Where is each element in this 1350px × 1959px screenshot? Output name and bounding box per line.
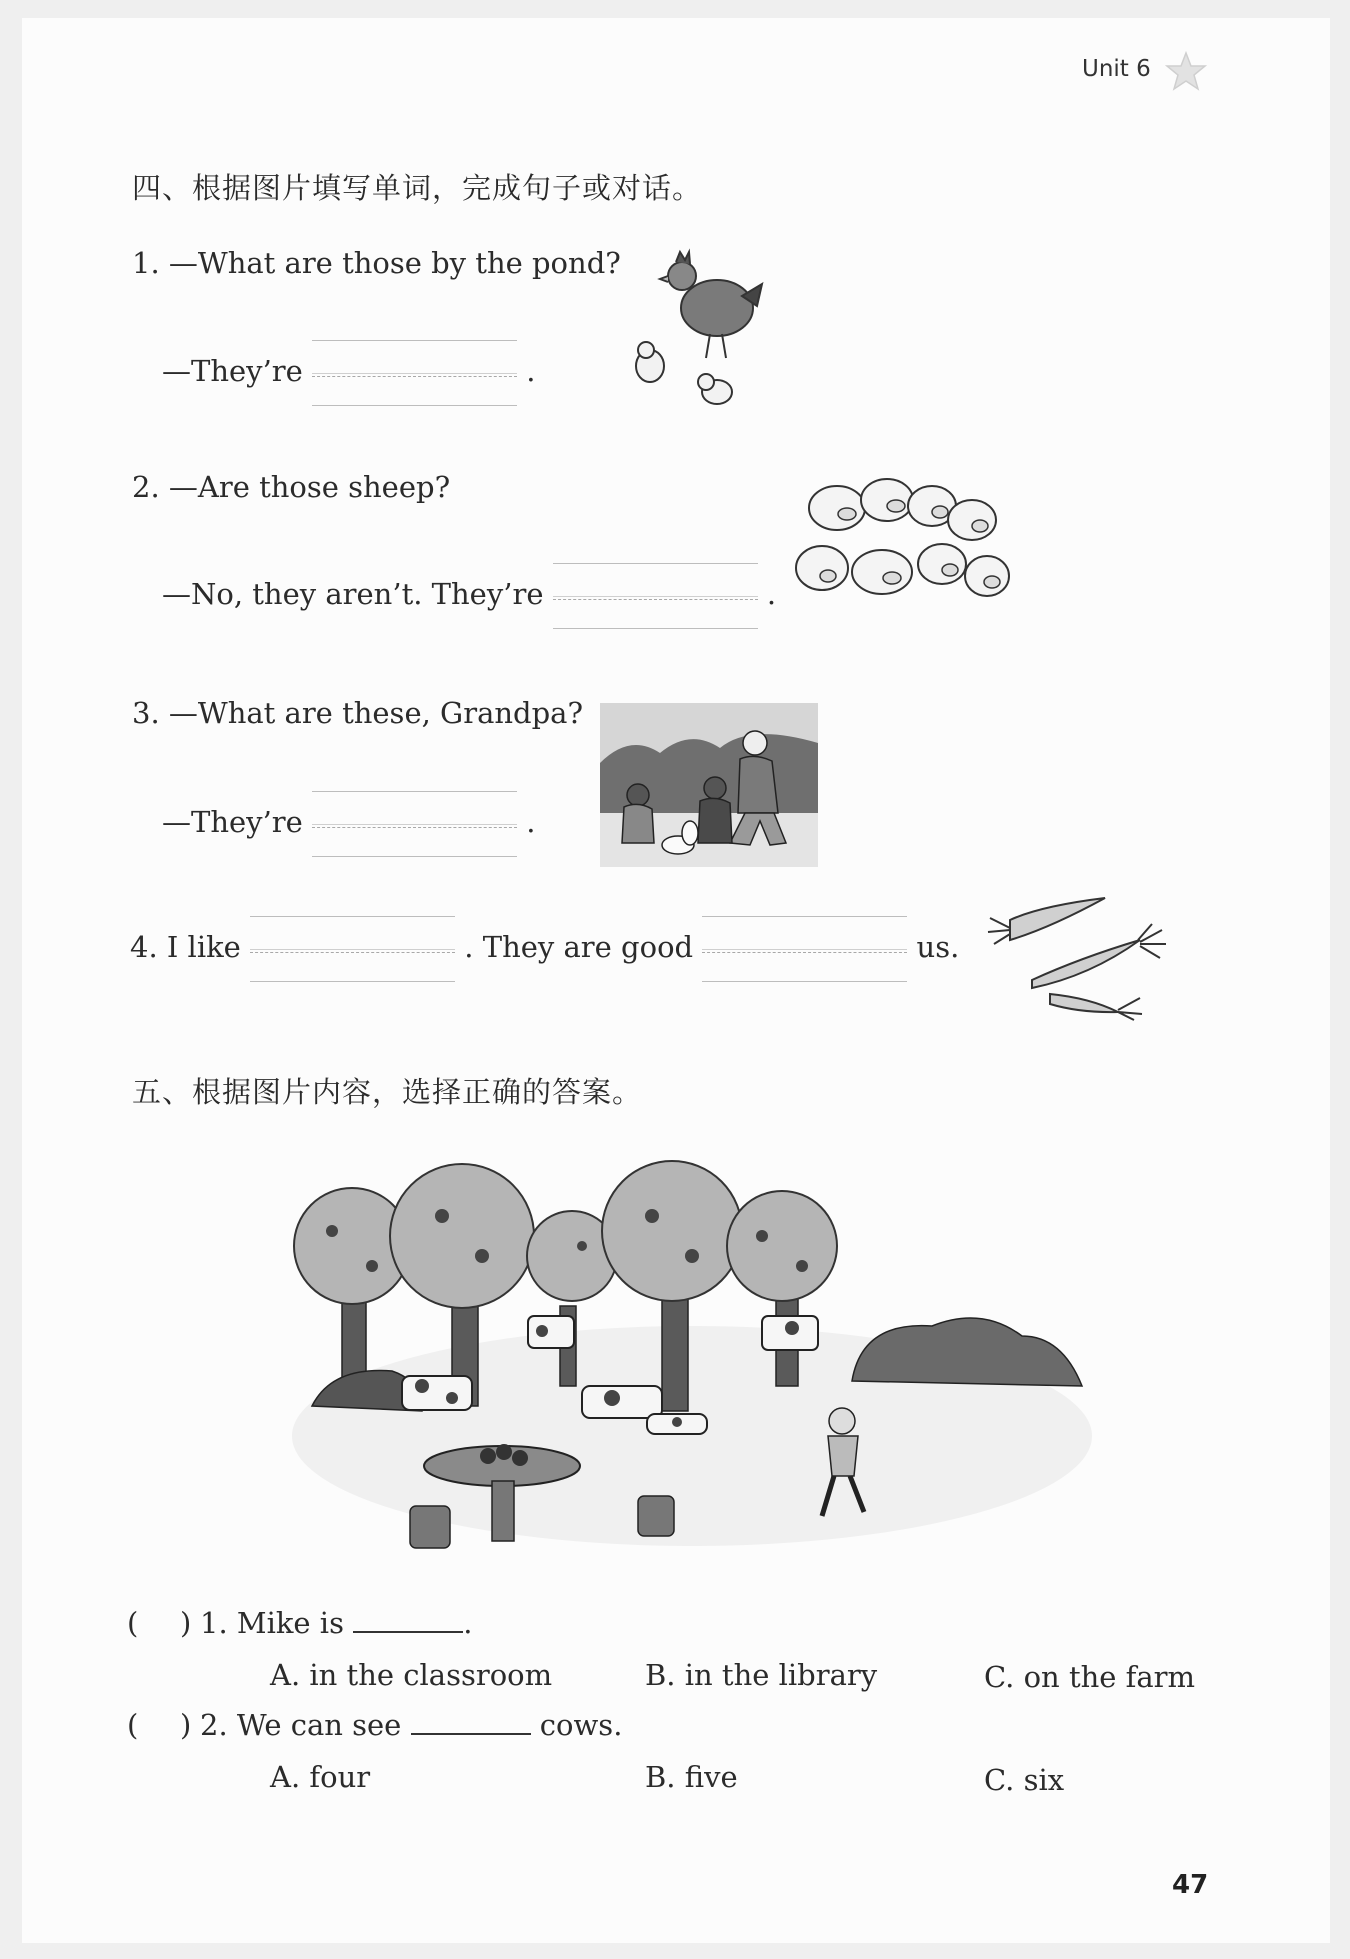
s5-q1-option-c[interactable]: C. on the farm	[984, 1660, 1196, 1694]
q4-line	[130, 916, 959, 982]
s5-q2-blank[interactable]	[411, 1711, 531, 1735]
q2-answer-prefix: —No, they aren’t. They’re	[162, 577, 544, 611]
q3-prompt: 3. —What are these, Grandpa?	[132, 696, 584, 730]
s5-q1-option-a[interactable]: A. in the classroom	[270, 1658, 553, 1692]
star-icon	[1164, 50, 1208, 94]
pigs-picture	[792, 468, 1012, 608]
q1-answer-line	[162, 340, 535, 406]
grandpa-rabbits-picture	[600, 703, 818, 867]
s5-q1-stem-b: .	[463, 1606, 473, 1640]
q2-period: .	[766, 577, 777, 611]
s5-q2-paren-close: )	[180, 1708, 192, 1742]
q3-answer-line	[162, 791, 535, 857]
q4-part2: . They are good	[464, 930, 694, 964]
q4-part3: us.	[916, 930, 960, 964]
s5-q2-stem	[200, 1708, 622, 1742]
q1-answer-prefix: —They’re	[162, 354, 303, 388]
s5-q2-option-c[interactable]: C. six	[984, 1763, 1065, 1797]
s5-q2-paren-open: (	[127, 1708, 139, 1742]
hen-and-chicks-picture	[622, 246, 772, 406]
s5-q1-stem-a: 1. Mike is	[200, 1606, 344, 1640]
s5-q2-stem-b: cows.	[539, 1708, 623, 1742]
farm-scene-picture	[292, 1136, 1092, 1556]
s5-q2-option-a[interactable]: A. four	[270, 1760, 371, 1794]
q4-blank-1[interactable]	[250, 916, 455, 982]
section4-title: 四、根据图片填写单词，完成句子或对话。	[132, 171, 703, 205]
q3-answer-prefix: —They’re	[162, 805, 303, 839]
s5-q1-paren-open: (	[127, 1606, 139, 1640]
q1-period: .	[526, 354, 536, 388]
s5-q1-stem	[200, 1606, 472, 1640]
s5-q2-option-b[interactable]: B. five	[645, 1760, 738, 1794]
section5-title: 五、根据图片内容，选择正确的答案。	[132, 1075, 643, 1109]
q4-part1: 4. I like	[130, 930, 241, 964]
q4-blank-2[interactable]	[702, 916, 907, 982]
s5-q1-paren-close: )	[180, 1606, 192, 1640]
workbook-page	[22, 18, 1330, 1943]
q2-answer-line	[162, 563, 776, 629]
q1-prompt: 1. —What are those by the pond?	[132, 246, 621, 280]
page-number: 47	[1172, 1870, 1209, 1900]
unit-label: Unit 6	[1082, 56, 1151, 82]
s5-q1-option-b[interactable]: B. in the library	[645, 1658, 878, 1692]
q2-answer-blank[interactable]	[553, 563, 758, 629]
q2-prompt: 2. —Are those sheep?	[132, 470, 451, 504]
carrots-picture	[980, 888, 1180, 1018]
q3-answer-blank[interactable]	[312, 791, 517, 857]
q1-answer-blank[interactable]	[312, 340, 517, 406]
s5-q2-stem-a: 2. We can see	[200, 1708, 402, 1742]
s5-q1-blank[interactable]	[353, 1609, 463, 1633]
q3-period: .	[526, 805, 536, 839]
